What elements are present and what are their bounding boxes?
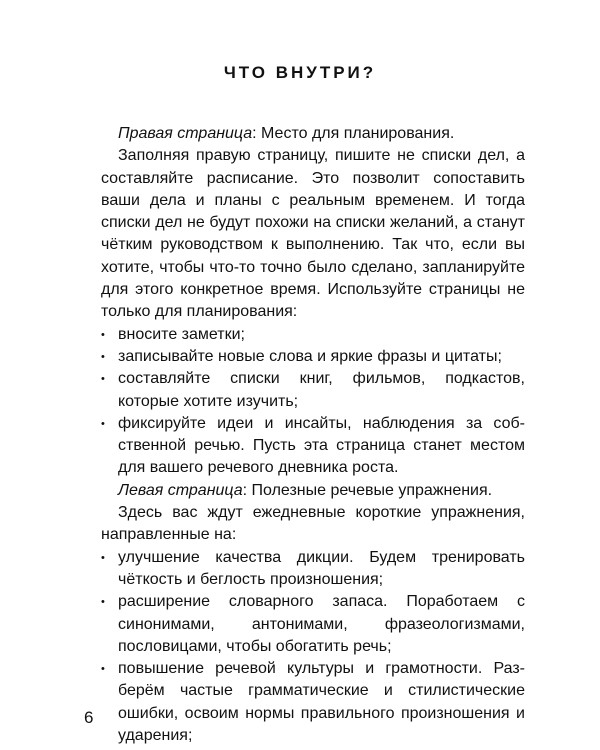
list-item: • расширение словарного запаса. Поработаем с синонимами, антонимами, фразеологизмами, пословицами, чтобы обогатить речь; bbox=[101, 591, 525, 658]
list-item: • составляйте списки книг, фильмов, подкастов, которые хотите изучить; bbox=[101, 368, 525, 413]
list-item: • вносите заметки; bbox=[101, 324, 525, 346]
list-item: • записывайте новые слова и яркие фразы и цитаты; bbox=[101, 346, 525, 368]
left-page-lead: Левая страница bbox=[118, 481, 243, 499]
right-page-heading bbox=[101, 123, 525, 145]
list-item: • фиксируйте идеи и инсайты, наблюдения за собственной речью. Пусть эта страница станет местом для вашего речевого дневника роста. bbox=[101, 413, 525, 480]
left-page-paragraph: Здесь вас ждут ежедневные короткие упражнения, направленные на: bbox=[101, 504, 525, 544]
page-number: 6 bbox=[84, 708, 94, 727]
page-body bbox=[101, 123, 525, 747]
left-page-lead-rest: : Полезные речевые упражнения. bbox=[242, 481, 493, 499]
left-page-heading bbox=[101, 480, 525, 502]
right-page-bullet-list bbox=[101, 324, 525, 480]
right-page-lead: Правая страница bbox=[118, 125, 253, 142]
right-page-lead-rest: : Место для планирования. bbox=[252, 125, 455, 142]
page-title: ЧТО ВНУТРИ? bbox=[223, 63, 377, 82]
list-item: • улучшение качества дикции. Будем тренировать чёткость и беглость произношения; bbox=[101, 547, 525, 592]
left-page-bullet-list bbox=[101, 547, 525, 748]
list-item: • повышение речевой культуры и грамотности. Разберём частые грамматические и стилистические ошибки, освоим нормы правильного произношения и ударения; bbox=[101, 658, 525, 747]
right-page-paragraph: Заполняя правую страницу, пишите не списки дел, а составляйте расписание. Это позволит сопоставить ваши дела и планы с реальным временем. И тогда списки дел не будут похожи на списки желаний, а станут чётким руководством к выполнению. Так что, если вы хотите, чтобы что-то точно было сделано, запланируйте для этого конкретное время. Используйте страницы не только для планирования: bbox=[101, 147, 525, 321]
